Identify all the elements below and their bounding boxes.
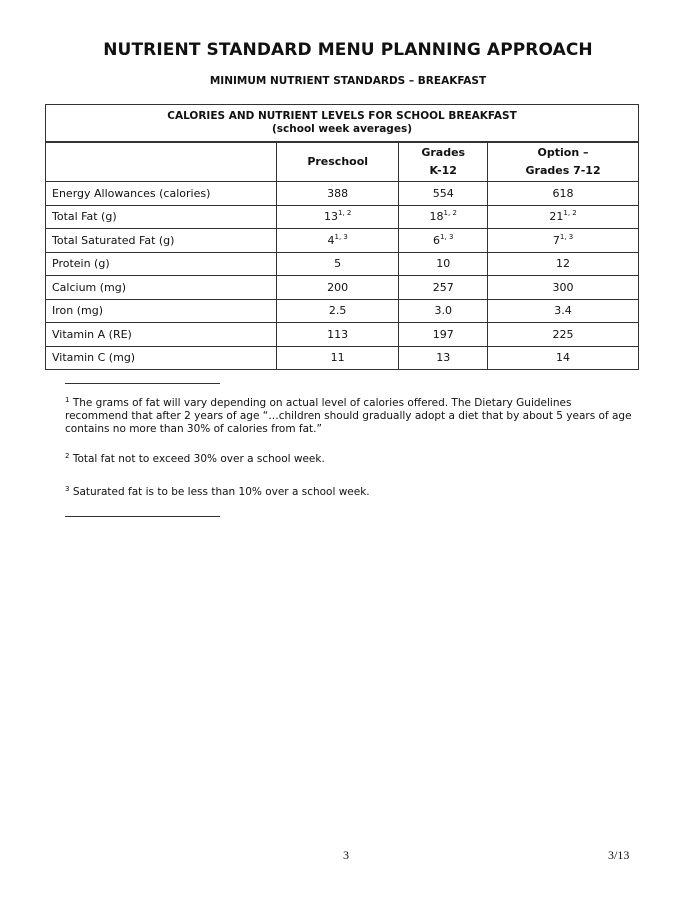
column-header-grades-7-12: Option – Grades 7-12 <box>488 142 639 182</box>
value-cell: 14 <box>488 346 639 370</box>
table-row <box>46 252 639 276</box>
value-cell: 2.5 <box>277 299 399 323</box>
page-number: 3 <box>343 848 349 862</box>
row-label: Energy Allowances (calories) <box>46 182 277 206</box>
table-row <box>46 229 639 253</box>
footnote-reference: 1, 3 <box>440 232 454 241</box>
value-cell: 13 <box>399 346 488 370</box>
footnote-reference: 1, 2 <box>338 209 352 218</box>
table-row <box>46 276 639 300</box>
value-cell: 7$^{1, 3}$ <box>488 229 639 253</box>
column-header-grades-k12: Grades K-12 <box>399 142 488 182</box>
page-subtitle: MINIMUM NUTRIENT STANDARDS – BREAKFAST <box>209 75 487 87</box>
footnote-1: $^1$ The grams of fat will vary depending on actual level of calories offered. The Dietary Guidelines recommend that after 2 years of age “…children should gradually adopt a diet that by about 5 years of age contains no more than 30% of calories from fat.” <box>65 396 632 435</box>
value-cell: 618 <box>488 182 639 206</box>
row-label: Total Saturated Fat (g) <box>46 229 277 253</box>
value-cell: 11 <box>277 346 399 370</box>
table-row <box>46 182 639 206</box>
value-cell: 257 <box>399 276 488 300</box>
footnote-reference: 1, 2 <box>563 209 577 218</box>
table-header-row <box>46 142 639 182</box>
value-cell: 6$^{1, 3}$ <box>399 229 488 253</box>
footnote-3: $^3$ Saturated fat is to be less than 10% over a school week. <box>65 485 370 498</box>
value-cell: 225 <box>488 323 639 347</box>
footnote-separator-bottom <box>65 516 220 517</box>
footnote-separator-top <box>65 383 220 384</box>
value-cell: 21$^{1, 2}$ <box>488 205 639 229</box>
value-cell: 300 <box>488 276 639 300</box>
table-caption-title: CALORIES AND NUTRIENT LEVELS FOR SCHOOL BREAKFAST <box>167 110 517 122</box>
row-label: Total Fat (g) <box>46 205 277 229</box>
value-cell: 388 <box>277 182 399 206</box>
page-title: NUTRIENT STANDARD MENU PLANNING APPROACH <box>103 40 593 60</box>
row-label: Calcium (mg) <box>46 276 277 300</box>
table-row <box>46 323 639 347</box>
row-label: Iron (mg) <box>46 299 277 323</box>
header-blank-cell <box>46 142 277 182</box>
table-caption-note: (school week averages) <box>271 123 412 135</box>
value-cell: 113 <box>277 323 399 347</box>
value-cell: 13$^{1, 2}$ <box>277 205 399 229</box>
table-row <box>46 346 639 370</box>
value-cell: 3.0 <box>399 299 488 323</box>
value-cell: 18$^{1, 2}$ <box>399 205 488 229</box>
row-label: Vitamin C (mg) <box>46 346 277 370</box>
row-label: Vitamin A (RE) <box>46 323 277 347</box>
footnote-2: $^2$ Total fat not to exceed 30% over a school week. <box>65 452 325 465</box>
value-cell: 12 <box>488 252 639 276</box>
footnote-reference: 1, 3 <box>334 232 348 241</box>
nutrient-standards-table <box>45 104 639 370</box>
value-cell: 200 <box>277 276 399 300</box>
footnote-reference: 1, 2 <box>443 209 457 218</box>
row-label: Protein (g) <box>46 252 277 276</box>
table-row <box>46 205 639 229</box>
value-cell: 197 <box>399 323 488 347</box>
value-cell: 10 <box>399 252 488 276</box>
page-count: 3/13 <box>608 848 630 862</box>
value-cell: 4$^{1, 3}$ <box>277 229 399 253</box>
footnote-reference: 1, 3 <box>559 232 574 241</box>
column-header-preschool: Preschool <box>277 142 399 182</box>
table-row <box>46 299 639 323</box>
value-cell: 3.4 <box>488 299 639 323</box>
table-caption <box>46 105 639 143</box>
value-cell: 5 <box>277 252 399 276</box>
value-cell: 554 <box>399 182 488 206</box>
